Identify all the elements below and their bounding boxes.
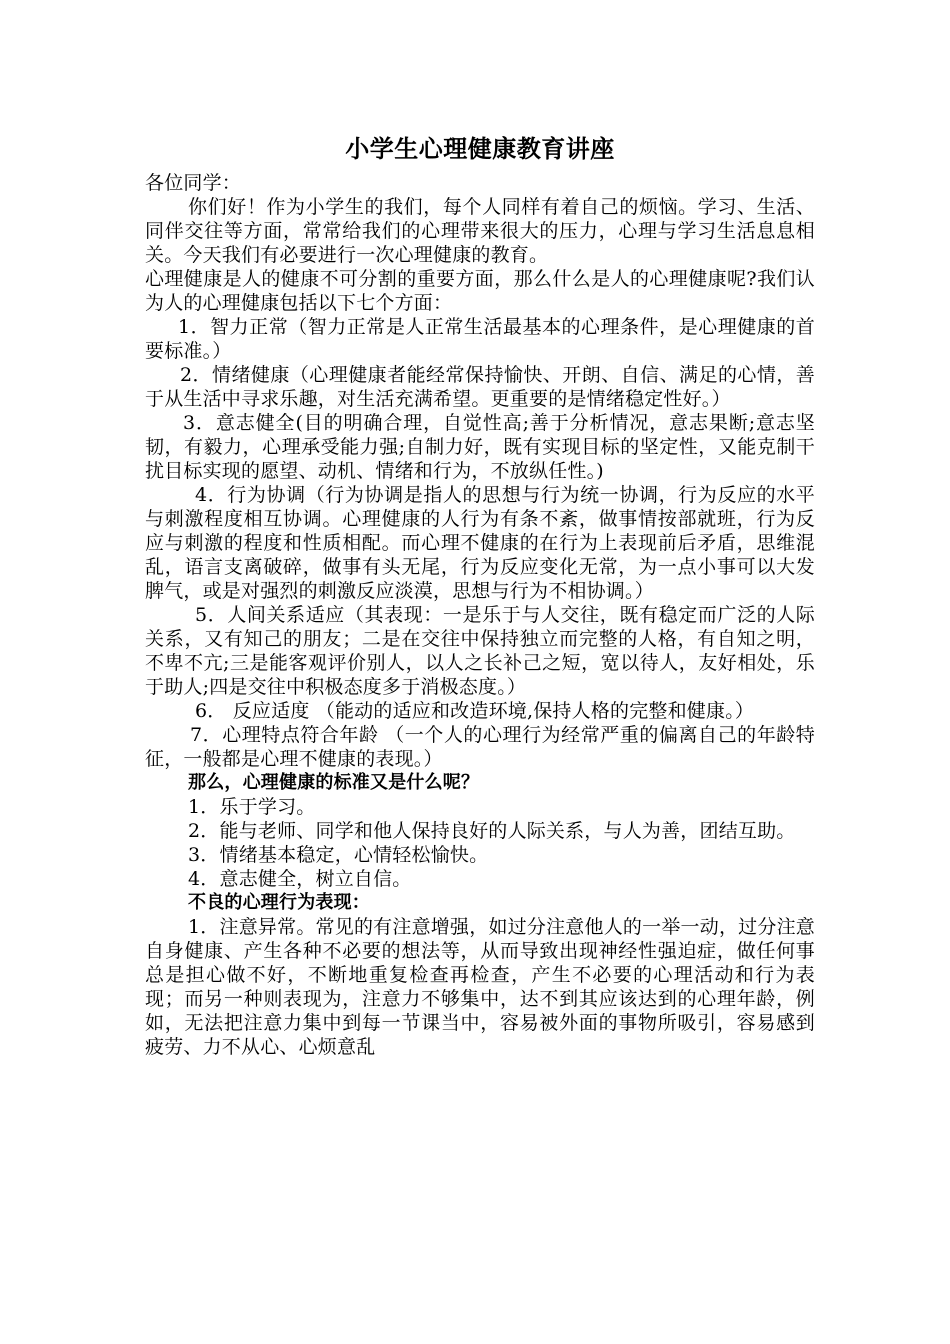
aspect-item-2: 2．情绪健康（心理健康者能经常保持愉快、开朗、自信、满足的心情，善于从生活中寻求乐趣，对生活充满希望。更重要的是情绪稳定性好。）	[145, 364, 815, 410]
aspect-item-7: 7．心理特点符合年龄 （一个人的心理行为经常严重的偏离自己的年龄特征，一般都是心理不健康的表现。）	[145, 724, 815, 770]
bad-behavior-item-1: 1．注意异常。常见的有注意增强，如过分注意他人的一举一动，过分注意自身健康、产生各种不必要的想法等，从而导致出现神经性强迫症，做任何事总是担心做不好，不断地重复检查再检查，产生不必要的心理活动和行为表现；而另一种则表现为，注意力不够集中，达不到其应该达到的心理年龄，例如，无法把注意力集中到每一节课当中，容易被外面的事物所吸引，容易感到疲劳、力不从心、心烦意乱	[145, 916, 815, 1058]
standard-item-2: 2．能与老师、同学和他人保持良好的人际关系，与人为善，团结互助。	[188, 820, 796, 842]
aspect-item-1: 1．智力正常（智力正常是人正常生活最基本的心理条件，是心理健康的首要标准。）	[145, 316, 815, 362]
document-title: 小学生心理健康教育讲座	[345, 135, 615, 163]
bad-behavior-heading: 不良的心理行为表现：	[188, 892, 370, 913]
aspect-item-5: 5．人间关系适应（其表现：一是乐于与人交往，既有稳定而广泛的人际关系，又有知己的朋友；二是在交往中保持独立而完整的人格，有自知之明，不卑不亢;三是能客观评价别人，以人之长补己之短，宽以待人，友好相处，乐于助人;四是交往中积极态度多于消极态度。）	[145, 604, 815, 698]
standard-item-3: 3．情绪基本稳定，心情轻松愉快。	[188, 844, 489, 866]
document-page	[145, 128, 815, 1059]
intro-paragraph: 你们好！作为小学生的我们，每个人同样有着自己的烦恼。学习、生活、同伴交往等方面，常常给我们的心理带来很大的压力，心理与学习生活息息相关。今天我们有必要进行一次心理健康的教育。	[145, 196, 815, 266]
standards-heading: 那么，心理健康的标准又是什么呢？	[188, 772, 480, 793]
greeting: 各位同学：	[145, 172, 242, 194]
standard-item-4: 4．意志健全，树立自信。	[188, 868, 412, 890]
aspect-item-6: 6． 反应适度 （能动的适应和改造环境,保持人格的完整和健康。）	[195, 700, 755, 722]
aspect-item-3: 3．意志健全(目的明确合理，自觉性高;善于分析情况，意志果断;意志坚韧，有毅力，心理承受能力强;自制力好，既有实现目标的坚定性，又能克制干扰目标实现的愿望、动机、情绪和行为，不放纵任性。)	[145, 412, 815, 482]
standard-item-1: 1．乐于学习。	[188, 796, 316, 818]
aspect-item-4: 4．行为协调（行为协调是指人的思想与行为统一协调，行为反应的水平与刺激程度相互协调。心理健康的人行为有条不紊，做事情按部就班，行为反应与刺激的程度和性质相配。而心理不健康的在行为上表现前后矛盾，思维混乱，语言支离破碎，做事有头无尾，行为反应变化无常，为一点小事可以大发脾气，或是对强烈的刺激反应淡漠，思想与行为不相协调。）	[145, 484, 815, 602]
health-definition-paragraph: 心理健康是人的健康不可分割的重要方面，那么什么是人的心理健康呢?我们认为人的心理健康包括以下七个方面：	[145, 268, 815, 314]
